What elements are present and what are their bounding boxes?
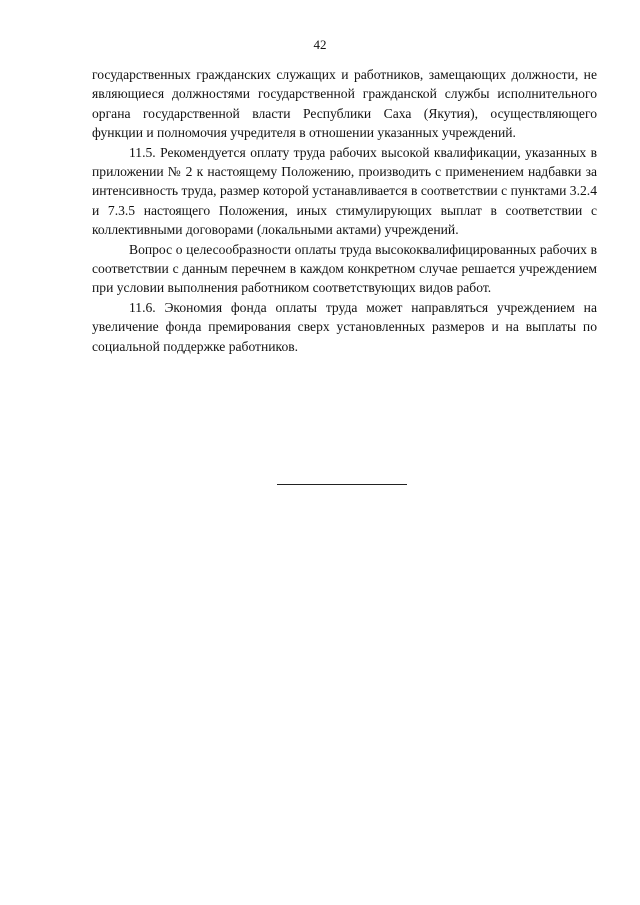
page-number: 42	[313, 37, 327, 52]
end-divider-line	[277, 484, 407, 485]
document-body	[92, 65, 597, 356]
paragraph-continuation: государственных гражданских служащих и работников, замещающих должности, не являющиеся должностями государственной гражданской службы исполнительного органа государственной власти Республики Саха (Якутия), осуществляющего функции и полномочия учредителя в отношении указанных учреждений.	[92, 67, 597, 141]
paragraph-11-5: 11.5. Рекомендуется оплату труда рабочих высокой квалификации, указанных в приложении № 2 к настоящему Положению, производить с применением надбавки за интенсивность труда, размер которой устанавливается в соответствии с пунктами 3.2.4 и 7.3.5 настоящего Положения, иных стимулирующих выплат в соответствии с коллективными договорами (локальными актами) учреждений.	[92, 144, 597, 238]
paragraph-qualification-question: Вопрос о целесообразности оплаты труда высококвалифицированных рабочих в соответствии с данным перечнем в каждом конкретном случае решается учреждением при условии выполнения работником соответствующих видов работ.	[92, 241, 597, 296]
paragraph-11-6: 11.6. Экономия фонда оплаты труда может направляться учреждением на увеличение фонда премирования сверх установленных размеров и на выплаты по социальной поддержке работников.	[92, 299, 597, 354]
